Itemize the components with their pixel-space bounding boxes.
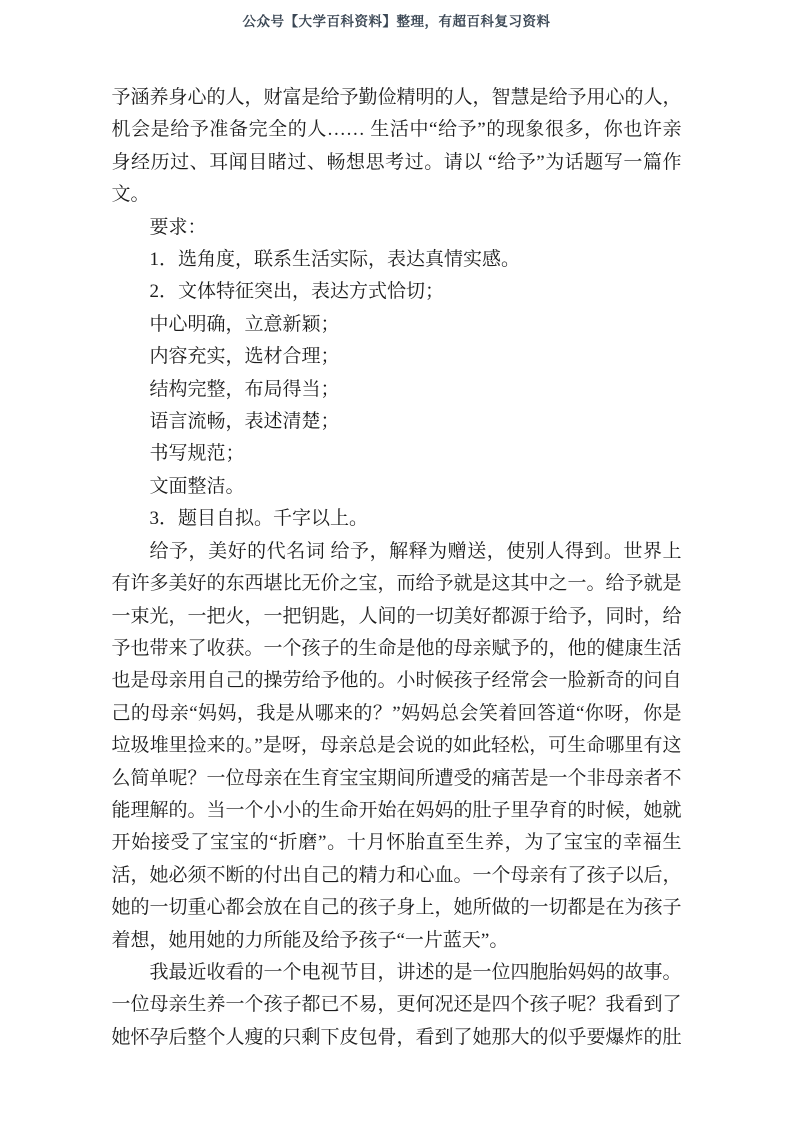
paragraph-requirement-item: 书写规范； [149, 443, 245, 465]
paragraph-requirements-label: 要求： [149, 216, 207, 238]
document-body [112, 82, 682, 1054]
paragraph-requirement-2: 2．文体特征突出，表达方式恰切； [149, 281, 445, 303]
paragraph-requirement-item: 语言流畅，表述清楚； [149, 411, 340, 433]
paragraph-requirement-item: 结构完整，布局得当； [149, 378, 340, 400]
page-header-text: 公众号【大学百科资料】整理，有超百科复习资料 [242, 14, 551, 29]
paragraph-prompt-continuation: 予涵养身心的人，财富是给予勤俭精明的人，智慧是给予用心的人，机会是给予准备完全的人…… 生活中“给予”的现象很多，你也许亲身经历过、耳闻目睹过、畅想思考过。请以 “给予”为话题写一篇作文。 [111, 87, 682, 206]
paragraph-requirement-item: 文面整洁。 [149, 475, 245, 497]
paragraph-essay-body-1: 给予，美好的代名词 给予，解释为赠送，使别人得到。世界上有许多美好的东西堪比无价之宝，而给予就是这其中之一。给予就是一束光，一把火，一把钥匙，人间的一切美好都源于给予，同时，给予也带来了收获。一个孩子的生命是他的母亲赋予的，他的健康生活也是母亲用自己的操劳给予他的。小时候孩子经常会一脸新奇的问自己的母亲“妈妈，我是从哪来的？”妈妈总会笑着回答道“你呀，你是垃圾堆里捡来的。”是呀，母亲总是会说的如此轻松，可生命哪里有这么简单呢？一位母亲在生育宝宝期间所遭受的痛苦是一个非母亲者不能理解的。当一个小小的生命开始在妈妈的肚子里孕育的时候，她就开始接受了宝宝的“折磨”。十月怀胎直至生养，为了宝宝的幸福生活，她必须不断的付出自己的精力和心血。一个母亲有了孩子以后，她的一切重心都会放在自己的孩子身上，她所做的一切都是在为孩子着想，她用她的力所能及给予孩子“一片蓝天”。 [111, 540, 682, 951]
paragraph-requirement-item: 内容充实，选材合理； [149, 346, 340, 368]
paragraph-requirement-item: 中心明确，立意新颖； [149, 313, 340, 335]
paragraph-requirement-1: 1．选角度，联系生活实际，表达真情实感。 [149, 249, 521, 271]
paragraph-essay-body-2: 我最近收看的一个电视节目，讲述的是一位四胞胎妈妈的故事。一位母亲生养一个孩子都已不易，更何况还是四个孩子呢？我看到了她怀孕后整个人瘦的只剩下皮包骨，看到了她那大的似乎要爆炸的肚 [111, 961, 682, 1048]
paragraph-requirement-3: 3．题目自拟。千字以上。 [149, 508, 369, 530]
